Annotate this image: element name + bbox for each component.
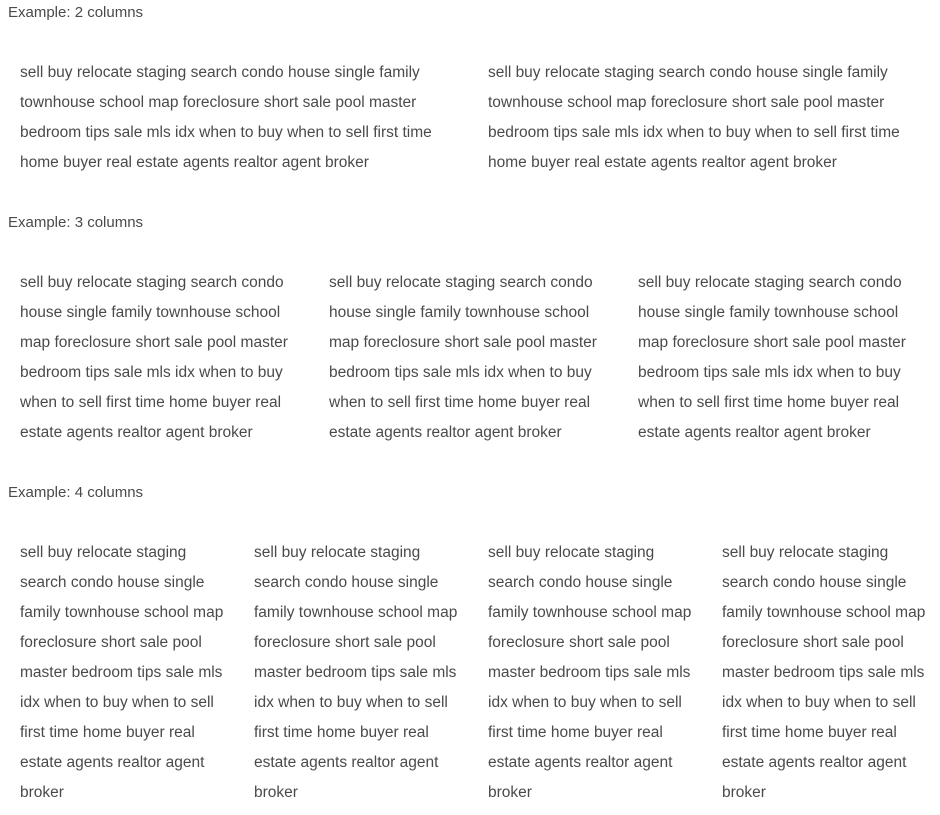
text-column-2: sell buy relocate staging search condo house single family townhouse school map foreclosure short sale pool master bedroom tips sale mls idx when to buy when to sell first time home buyer real estate agents realtor agent broker [254,544,458,801]
example-heading: Example: 4 columns [8,484,144,501]
example-heading: Example: 2 columns [8,4,144,21]
text-column-1: sell buy relocate staging search condo house single family townhouse school map foreclosure short sale pool master bedroom tips sale mls idx when to buy when to sell first time home buyer real estate agents realtor agent broker [20,64,432,171]
text-column-1: sell buy relocate staging search condo house single family townhouse school map foreclosure short sale pool master bedroom tips sale mls idx when to buy when to sell first time home buyer real estate agents realtor agent broker [20,274,288,441]
example-heading: Example: 3 columns [8,214,144,231]
text-column-2: sell buy relocate staging search condo house single family townhouse school map foreclosure short sale pool master bedroom tips sale mls idx when to buy when to sell first time home buyer real estate agents realtor agent broker [488,64,900,171]
text-column-3: sell buy relocate staging search condo house single family townhouse school map foreclosure short sale pool master bedroom tips sale mls idx when to buy when to sell first time home buyer real estate agents realtor agent broker [638,274,906,441]
text-column-2: sell buy relocate staging search condo house single family townhouse school map foreclosure short sale pool master bedroom tips sale mls idx when to buy when to sell first time home buyer real estate agents realtor agent broker [329,274,597,441]
text-column-4: sell buy relocate staging search condo house single family townhouse school map foreclosure short sale pool master bedroom tips sale mls idx when to buy when to sell first time home buyer real estate agents realtor agent broker [722,544,926,801]
text-column-3: sell buy relocate staging search condo house single family townhouse school map foreclosure short sale pool master bedroom tips sale mls idx when to buy when to sell first time home buyer real estate agents realtor agent broker [488,544,692,801]
text-column-1: sell buy relocate staging search condo house single family townhouse school map foreclosure short sale pool master bedroom tips sale mls idx when to buy when to sell first time home buyer real estate agents realtor agent broker [20,544,224,801]
